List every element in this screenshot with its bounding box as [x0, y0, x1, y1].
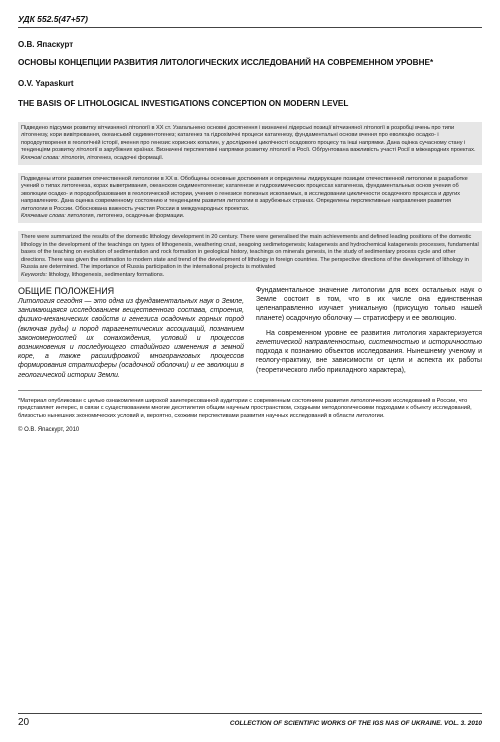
footnote: *Материал опубликован с целью ознакомления широкой заинтересованной аудитории с современным состоянием развития литологических исследований в России, что представляет интерес, в связи с существованием многие десятилетия общим научным пространством, сходными методологическими подходами к объекту исследований, близостью нынешних экономических условий и, вероятно, схожими перспективами развития научных исследований в области литологии.: [18, 390, 482, 421]
abstract-ru-keywords: литология, литогенез, осадочные формации.: [65, 213, 185, 220]
left-column: [18, 286, 244, 380]
right-paragraph-1: Фундаментальное значение литологии для всех остальных наук о Земле состоит в том, что в их числе она единственная целенаправленно изучает уникальную (присущую только нашей планете) осадочную оболочку — стратисферу и ее эволюцию.: [256, 286, 482, 322]
right-paragraph-2: На современном уровне ее развития литология характеризуется генетической направленностью, системностью и историчностью подхода к познанию объектов исследования. Нынешнему ученому и геологу-практику, вне зависимости от цели и аспекта их работы (теоретического либо прикладного характера),: [256, 329, 482, 374]
left-paragraph-1: Литология сегодня — это одна из фундаментальных наук о Земле, занимающаяся исследованием вещественного состава, строения, физико-механических свойств и генезиса осадочных горных пород (включая руды) и пород парагенетических ассоциаций, познанием закономерностей их сонахождения, условий и процессов возникновения и последующего стадийного изменения в земной коре, а также расшифровкой многоранговых процессов формирования стратисферы (осадочной оболочки) и ее эволюции в геологической истории Земли.: [18, 297, 244, 379]
abstract-en-text: There were summarized the results of the domestic lithology development in 20 century. There were generalised the main achievements and defined leading positions of the domestic lithology in the development of the teachings on types of lithogenesis, weathering crust, seagoing sedimetogenesis; katagenesis and hydrochemical katagenesis processes, fundamental bases of the teaching on evolution of sedimentation and rock formation in geological history, teachings on minerals genesis, in the study of sedimentary process cycle and other directions. There was given the estimation to modern state and trend of the development of lithology in foreign countries. The perspective directions of the development of lithology in Russia are determined. The importance of Russia participation in the international projects is motivated: [21, 234, 479, 271]
page: [18, 14, 482, 728]
abstract-en-keywords-label: Keywords:: [21, 271, 48, 278]
abstract-en-keywords: lithology, lithogenesis, sedimentary formations.: [47, 271, 165, 278]
title-en: THE BASIS OF LITHOLOGICAL INVESTIGATIONS CONCEPTION ON MODERN LEVEL: [18, 99, 349, 108]
title-ru: ОСНОВЫ КОНЦЕПЦИИ РАЗВИТИЯ ЛИТОЛОГИЧЕСКИХ ИССЛЕДОВАНИЙ НА СОВРЕМЕННОМ УРОВНЕ*: [18, 58, 434, 67]
section-title: ОБЩИЕ ПОЛОЖЕНИЯ: [18, 285, 115, 296]
page-number: 20: [18, 717, 30, 728]
abstract-ua: [18, 122, 482, 165]
abstract-ua-keywords-label: Ключові слова:: [21, 154, 60, 161]
abstract-ru-keywords-label: Ключевые слова:: [21, 213, 66, 220]
abstract-ua-keywords: літологія, літогенез, осадочні формації.: [59, 154, 164, 161]
abstract-ua-text: Підведено підсумки розвитку вітчизняної літології в XX ст. Узагальнено основні досягнення і визначені лідерські позиції вітчизняної літології в розробці вчень про типи літогенезу, кори вивітрювання, океанський седиментогенез; катагенез та гідрохімічні процеси катагенезу, фундаментальні основи вчення про еволюцію осадко- і породоутворення в геологічній історії, вчення про генезис корисних копалин, у дослідженні циклічності осадового процесу та інші напрямки. Дана оцінка сучасному стану і тенденціям розвитку літології в зарубіжних країнах. Визначені перспективні напрямки розвитку літології в Росії. Обґрунтована важливість участі Росії в міжнародних проектах.: [21, 125, 476, 154]
right-column: [256, 286, 482, 380]
abstract-ru-text: Подведены итоги развития отечественной литологии в XX в. Обобщены основные достижения и определены лидирующие позиции отечественной литологии в разработке учений о типах литогенеза, корах выветривания, океанском седиментогенезе; катагенезе и гидрохимических процессах катагенеза, фундаментальных основ учения об эволюции осадко- и породообразования в геологической истории, учения о генезисе полезных ископаемых, в исследовании цикличности осадочного процесса и других направлениях. Дана оценка современному состоянию и тенденциям развития литологии в зарубежных странах. Определены перспективные направления развития литологии в России. Обоснована важность участия России в международных проектах.: [21, 176, 468, 212]
abstract-en: [18, 231, 482, 281]
journal-title: COLLECTION OF SCIENTIFIC WORKS OF THE IGS NAS OF UKRAINE. VOL. 3. 2010: [229, 720, 482, 727]
abstract-ru: [18, 173, 482, 223]
udk-code: УДК 552.5(47+57): [18, 14, 482, 28]
copyright: © О.В. Япаскурт, 2010: [18, 426, 80, 433]
author-en: O.V. Yapaskurt: [18, 79, 74, 88]
author-ru: О.В. Япаскурт: [18, 40, 74, 49]
page-footer: [18, 713, 482, 728]
body-columns: [18, 286, 482, 380]
